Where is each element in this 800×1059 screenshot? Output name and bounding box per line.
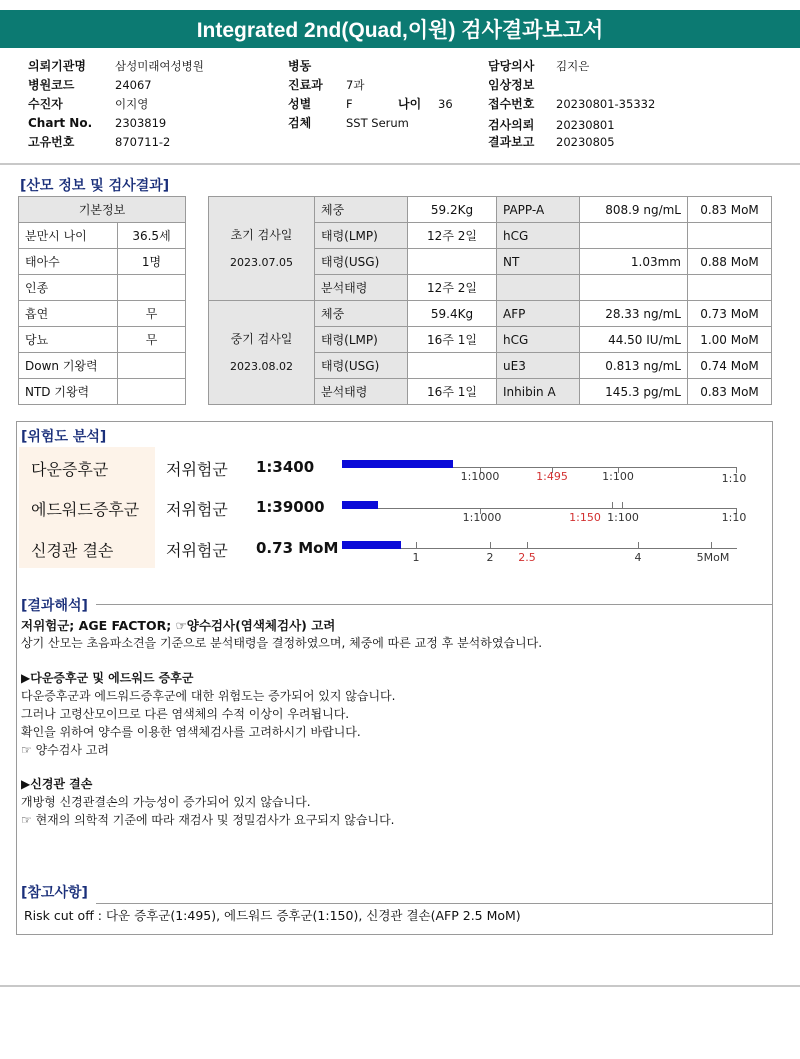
divider bbox=[96, 903, 773, 904]
interpretation-line: 개방형 신경관결손의 가능성이 증가되어 있지 않습니다. bbox=[21, 795, 311, 809]
basic-info-header: 기본정보 bbox=[19, 197, 186, 223]
tick-label: 1:100 bbox=[602, 470, 634, 483]
table-row: NTD 기왕력 bbox=[19, 379, 186, 405]
tick-label: 1:1000 bbox=[460, 470, 500, 483]
header-col1-row2: 병원코드 24067 bbox=[28, 78, 152, 92]
header-col2-row1: 병동 bbox=[288, 59, 312, 73]
interpretation-line: ☞ 현재의 의학적 기준에 따라 재검사 및 정밀검사가 요구되지 않습니다. bbox=[21, 813, 395, 827]
tick bbox=[612, 502, 613, 508]
table-row: 분만시 나이 36.5세 bbox=[19, 223, 186, 249]
table-row: 태령(USG) NT 1.03mm 0.88 MoM bbox=[209, 249, 772, 275]
reference-section-title: [참고사항] bbox=[21, 885, 88, 901]
tick-label: 1:10 bbox=[721, 472, 747, 485]
second-test-cell: 중기 검사일 2023.08.02 bbox=[209, 301, 315, 405]
basic-info-table bbox=[18, 196, 186, 405]
interpretation-line: 상기 산모는 초음파소견을 기준으로 분석태령을 결정하였으며, 체중에 따른 교정 후 분석하였습니다. bbox=[21, 636, 543, 650]
tick-label: 2 bbox=[486, 551, 494, 564]
interpretation-line: 확인을 위하여 양수를 이용한 염색체검사를 고려하시기 바랍니다. bbox=[21, 725, 361, 739]
header-col3-row3: 접수번호 20230801-35332 bbox=[488, 97, 656, 111]
header-col3-row4: 검사의뢰 20230801 bbox=[488, 118, 615, 132]
table-row bbox=[19, 197, 186, 223]
down-section-heading: ▶다운증후군 및 에드워드 증후군 bbox=[21, 671, 194, 685]
table-row: 당뇨 무 bbox=[19, 327, 186, 353]
tick-label: 1:1000 bbox=[462, 511, 502, 524]
divider bbox=[96, 604, 773, 605]
interpretation-line: ☞ 양수검사 고려 bbox=[21, 743, 109, 757]
table-row: 흡연 무 bbox=[19, 301, 186, 327]
risk-axis-edwards bbox=[342, 508, 737, 509]
table-row: 분석태령 12주 2일 bbox=[209, 275, 772, 301]
header-col2-row2: 진료과 7과 bbox=[288, 78, 365, 92]
test-results-table bbox=[208, 196, 772, 405]
tick bbox=[622, 502, 623, 508]
risk-name-ntd: 신경관 결손 bbox=[31, 541, 114, 560]
table-row: 태령(LMP) 16주 1일 hCG 44.50 IU/mL 1.00 MoM bbox=[209, 327, 772, 353]
header-col1-row4: Chart No. 2303819 bbox=[28, 116, 167, 130]
table-row: 중기 검사일 2023.08.02 체중 59.4Kg AFP 28.33 ng/mL 0.73 MoM bbox=[209, 301, 772, 327]
risk-group-down: 저위험군 bbox=[166, 460, 228, 479]
table-row: Down 기왕력 bbox=[19, 353, 186, 379]
tick-label: 4 bbox=[634, 551, 642, 564]
header-col3-row2: 임상정보 bbox=[488, 78, 535, 92]
header-col1-row3: 수진자 이지영 bbox=[28, 97, 149, 111]
tick bbox=[638, 542, 639, 548]
risk-bar-ntd bbox=[342, 541, 401, 549]
risk-value-down: 1:3400 bbox=[256, 458, 315, 476]
interpretation-section-title: [결과해석] bbox=[21, 598, 88, 614]
header-col2-row3: 성별 F 나이 36 bbox=[288, 97, 453, 111]
header-col1-row5: 고유번호 870711-2 bbox=[28, 135, 171, 149]
tick bbox=[416, 542, 417, 548]
risk-group-ntd: 저위험군 bbox=[166, 541, 228, 560]
risk-section-title: [위험도 분석] bbox=[21, 429, 107, 445]
ntd-section-heading: ▶신경관 결손 bbox=[21, 777, 93, 791]
header-col1-row1: 의뢰기관명 삼성미래여성병원 bbox=[28, 59, 204, 73]
table-row: 인종 bbox=[19, 275, 186, 301]
tick bbox=[490, 542, 491, 548]
first-test-cell: 초기 검사일 2023.07.05 bbox=[209, 197, 315, 301]
table-row: 초기 검사일 2023.07.05 체중 59.2Kg PAPP-A 808.9 ng/mL 0.83 MoM bbox=[209, 197, 772, 223]
risk-name-down: 다운증후군 bbox=[31, 460, 109, 479]
tick-label-cutoff: 2.5 bbox=[518, 551, 536, 564]
tick-label: 5MoM bbox=[696, 551, 730, 564]
footer-separator bbox=[0, 985, 800, 987]
interpretation-line: 그러나 고령산모이므로 다른 염색체의 수적 이상이 우려됩니다. bbox=[21, 707, 350, 721]
header-col3-row1: 담당의사 김지은 bbox=[488, 59, 590, 73]
risk-value-edwards: 1:39000 bbox=[256, 498, 325, 516]
risk-bar-down bbox=[342, 460, 453, 468]
table-row: 분석태령 16주 1일 Inhibin A 145.3 pg/mL 0.83 MoM bbox=[209, 379, 772, 405]
tick-label: 1:10 bbox=[721, 511, 747, 524]
risk-name-edwards: 에드워드증후군 bbox=[31, 500, 140, 519]
tick bbox=[527, 542, 528, 548]
table-row: 태아수 1명 bbox=[19, 249, 186, 275]
risk-value-ntd: 0.73 MoM bbox=[256, 539, 339, 557]
report-title: Integrated 2nd(Quad,이원) 검사결과보고서 bbox=[0, 10, 800, 48]
risk-bar-edwards bbox=[342, 501, 378, 509]
risk-group-edwards: 저위험군 bbox=[166, 500, 228, 519]
tick bbox=[711, 542, 712, 548]
table-row: 태령(LMP) 12주 2일 hCG bbox=[209, 223, 772, 249]
interpretation-line: 다운증후군과 에드워드증후군에 대한 위험도는 증가되어 있지 않습니다. bbox=[21, 689, 396, 703]
table-row: 태령(USG) uE3 0.813 ng/mL 0.74 MoM bbox=[209, 353, 772, 379]
header-col3-row5: 결과보고 20230805 bbox=[488, 135, 615, 149]
tick-label-cutoff: 1:495 bbox=[536, 470, 568, 483]
tick-label-cutoff: 1:150 bbox=[569, 511, 601, 524]
maternal-section-title: [산모 정보 및 검사결과] bbox=[20, 178, 170, 194]
tick-label: 1:100 bbox=[607, 511, 639, 524]
risk-axis-ntd bbox=[342, 548, 737, 549]
header-col2-row4: 검체 SST Serum bbox=[288, 116, 409, 130]
header-separator bbox=[0, 163, 800, 165]
interpretation-headline: 저위험군; AGE FACTOR; ☞양수검사(염색체검사) 고려 bbox=[21, 618, 336, 633]
reference-text: Risk cut off : 다운 증후군(1:495), 에드워드 증후군(1:150), 신경관 결손(AFP 2.5 MoM) bbox=[24, 908, 521, 923]
tick-label: 1 bbox=[412, 551, 420, 564]
